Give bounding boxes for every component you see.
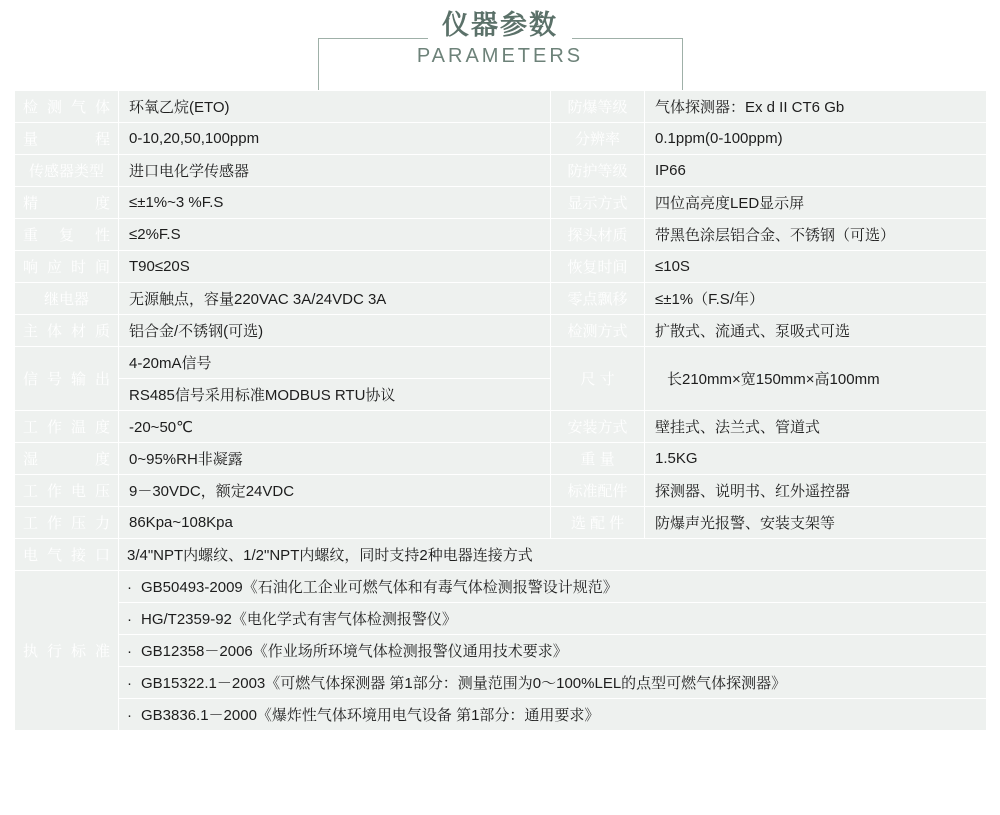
param-value: ≤10S (645, 251, 987, 283)
page-title-cn: 仪器参数 (442, 10, 558, 40)
title-rule-drop-right (682, 38, 683, 94)
param-label: 响应时间 (15, 251, 119, 283)
param-value: 进口电化学传感器 (119, 155, 551, 187)
table-row-standard (15, 635, 987, 667)
param-value: 带黑色涂层铝合金、不锈钢（可选） (645, 219, 987, 251)
param-label: 量 程 (15, 123, 119, 155)
table-row-signal-output (15, 347, 987, 379)
title-rule-drop-left (318, 38, 319, 94)
param-label: 工作压力 (15, 507, 119, 539)
table-row (15, 251, 987, 283)
title-block (0, 8, 1000, 86)
table-row (15, 155, 987, 187)
param-label: 检测气体 (15, 91, 119, 123)
table-row (15, 443, 987, 475)
table-row-standard (15, 603, 987, 635)
bullet-icon: · (127, 611, 132, 628)
param-label: 标准配件 (551, 475, 645, 507)
table-row-standard (15, 571, 987, 603)
param-value (645, 347, 987, 411)
param-label: 防护等级 (551, 155, 645, 187)
param-label-standards: 执行标准 (15, 571, 119, 731)
param-value: 气体探测器：Ex d II CT6 Gb (645, 91, 987, 123)
param-value: 3/4"NPT内螺纹、1/2"NPT内螺纹，同时支持2种电器连接方式 (119, 539, 987, 571)
param-value: 探测器、说明书、红外遥控器 (645, 475, 987, 507)
size-value-text: 长210mm×宽150mm×高100mm (667, 371, 880, 388)
table-row-standard (15, 667, 987, 699)
param-label: 信号输出 (15, 347, 119, 411)
table-row-standard (15, 699, 987, 731)
param-label: 恢复时间 (551, 251, 645, 283)
param-label: 湿 度 (15, 443, 119, 475)
page-title-en: PARAMETERS (416, 45, 584, 67)
table-row (15, 411, 987, 443)
bullet-icon: · (127, 675, 132, 692)
param-value: 防爆声光报警、安装支架等 (645, 507, 987, 539)
param-value: ≤2%F.S (119, 219, 551, 251)
param-value: IP66 (645, 155, 987, 187)
param-value: 0~95%RH非凝露 (119, 443, 551, 475)
param-value: -20~50℃ (119, 411, 551, 443)
param-value: 铝合金/不锈钢(可选) (119, 315, 551, 347)
bullet-icon: · (127, 579, 132, 596)
param-value: 环氧乙烷(ETO) (119, 91, 551, 123)
standard-item-text: GB12358－2006《作业场所环境气体检测报警仪通用技术要求》 (141, 643, 568, 660)
standard-item-text: HG/T2359-92《电化学式有害气体检测报警仪》 (141, 611, 457, 628)
table-row (15, 315, 987, 347)
param-value: 0-10,20,50,100ppm (119, 123, 551, 155)
standard-item-text: GB3836.1－2000《爆炸性气体环境用电气设备 第1部分：通用要求》 (141, 707, 600, 724)
table-row (15, 123, 987, 155)
title-text-group (320, 8, 680, 70)
param-label: 精 度 (15, 187, 119, 219)
standard-item (119, 667, 987, 699)
param-label: 尺 寸 (551, 347, 645, 411)
param-value: 1.5KG (645, 443, 987, 475)
standard-item-text: GB50493-2009《石油化工企业可燃气体和有毒气体检测报警设计规范》 (141, 579, 618, 596)
table-row (15, 219, 987, 251)
param-value: 0.1ppm(0-100ppm) (645, 123, 987, 155)
param-value: 扩散式、流通式、泵吸式可选 (645, 315, 987, 347)
param-value: 壁挂式、法兰式、管道式 (645, 411, 987, 443)
param-value-signal-line2: RS485信号采用标准MODBUS RTU协议 (119, 379, 551, 411)
bullet-icon: · (127, 707, 132, 724)
param-label: 检测方式 (551, 315, 645, 347)
param-label: 零点飘移 (551, 283, 645, 315)
standard-item (119, 571, 987, 603)
standard-item (119, 699, 987, 731)
table-row (15, 187, 987, 219)
param-label: 工作温度 (15, 411, 119, 443)
parameters-table (14, 90, 987, 731)
param-label: 选 配 件 (551, 507, 645, 539)
param-value: 9－30VDC，额定24VDC (119, 475, 551, 507)
param-value: T90≤20S (119, 251, 551, 283)
param-label: 防爆等级 (551, 91, 645, 123)
param-label: 重 量 (551, 443, 645, 475)
param-label: 分辨率 (551, 123, 645, 155)
param-value: 无源触点，容量220VAC 3A/24VDC 3A (119, 283, 551, 315)
table-row (15, 283, 987, 315)
param-value-signal-line1: 4-20mA信号 (119, 347, 551, 379)
bullet-icon: · (127, 643, 132, 660)
table-row (15, 91, 987, 123)
standard-item (119, 603, 987, 635)
param-value: ≤±1%~3 %F.S (119, 187, 551, 219)
param-label: 安装方式 (551, 411, 645, 443)
table-row (15, 507, 987, 539)
table-row (15, 475, 987, 507)
param-label: 继电器 (15, 283, 119, 315)
param-label: 传感器类型 (15, 155, 119, 187)
param-value: 86Kpa~108Kpa (119, 507, 551, 539)
param-value: ≤±1%（F.S/年） (645, 283, 987, 315)
standard-item (119, 635, 987, 667)
param-label: 工作电压 (15, 475, 119, 507)
standard-item-text: GB15322.1－2003《可燃气体探测器 第1部分：测量范围为0～100%LEL的点型可燃气体探测器》 (141, 675, 787, 692)
param-label: 重 复 性 (15, 219, 119, 251)
table-row-interface (15, 539, 987, 571)
param-label: 电气接口 (15, 539, 119, 571)
param-label: 主体材质 (15, 315, 119, 347)
param-label: 探头材质 (551, 219, 645, 251)
param-value: 四位高亮度LED显示屏 (645, 187, 987, 219)
param-label: 显示方式 (551, 187, 645, 219)
